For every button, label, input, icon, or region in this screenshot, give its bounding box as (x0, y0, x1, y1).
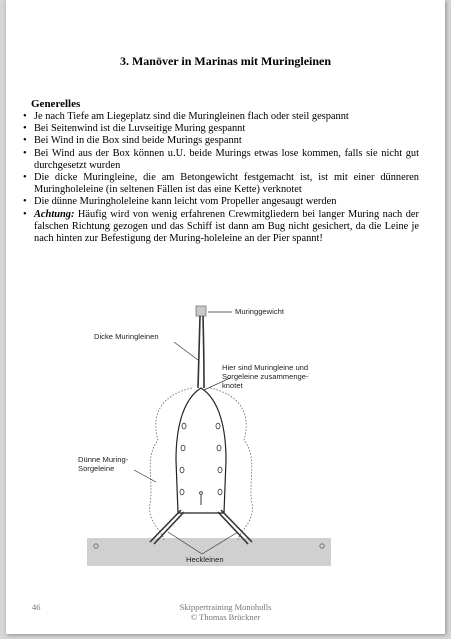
mooring-diagram (6, 300, 445, 580)
label-knot-line3: knotet (222, 381, 243, 390)
bullet-dot: • (23, 208, 27, 220)
attention-label: Achtung: (34, 208, 75, 220)
label-thin-line1: Dünne Muring- (78, 455, 129, 464)
attention-item (23, 209, 419, 246)
bullet-item: • Bei Wind in die Box sind beide Murings gespannt (23, 135, 242, 147)
bullet-item: • Bei Wind aus der Box können u.U. beide Murings etwas lose kommen, falls sie nicht gut durchgesetzt wurden (23, 147, 419, 171)
stern-line (221, 510, 252, 542)
page-number: 46 (32, 602, 41, 612)
label-thin-line2: Sorgeleine (78, 464, 115, 473)
footer-title: Skippertraining Monohulls (179, 602, 272, 612)
bullet-item: • Die dünne Muringholeleine kann leicht vom Propeller angesaugt werden (23, 196, 337, 208)
bullet-dot: • (23, 135, 27, 147)
subheading: Generelles (31, 98, 81, 110)
label-knot-line2: Sorgeleine zusammenge- (222, 372, 309, 381)
bullet-dot: • (23, 111, 27, 122)
label-stern-lines: Heckleinen (186, 555, 224, 564)
document-page (6, 0, 445, 634)
bullet-item: • Die dicke Muringleine, die am Betongewicht festgemacht ist, ist mit einer dünneren Muringholeleine (in seltenen Fällen ist das eine Kette) verknotet (23, 172, 419, 196)
thick-mooring-line (203, 316, 204, 388)
bullet-dot: • (23, 123, 27, 135)
label-knot-line1: Hier sind Muringleine und (222, 363, 309, 372)
bullet-item: • Bei Seitenwind ist die Luvseitige Muring gespannt (23, 123, 246, 135)
pointer-thin-line (134, 470, 156, 482)
bullet-dot: • (23, 147, 27, 159)
bullet-item: • Je nach Tiefe am Liegeplatz sind die Muringleinen flach oder steil gespannt (23, 111, 349, 122)
label-thick-lines: Dicke Muringleinen (94, 332, 159, 341)
mooring-weight (196, 306, 206, 316)
bullet-dot: • (23, 172, 27, 184)
attention-text: Häufig wird von wenig erfahrenen Crewmitgliedern bei langer Muring nach der falschen Richtung gezogen und das Schiff ist dann am Bug nicht gesichert, da die Leine je nach hinten zur Befestigung der Muring-holeleine an der Pier spannt! (34, 208, 419, 245)
section-heading: 3. Manöver in Marinas mit Muringleinen (119, 54, 332, 68)
pointer-thick-lines (174, 342, 198, 360)
bullet-list (23, 111, 419, 245)
label-mooring-weight: Muringgewicht (235, 307, 284, 316)
footer (6, 602, 445, 622)
thick-mooring-line (198, 316, 200, 388)
bullet-dot: • (23, 196, 27, 208)
footer-copyright: © Thomas Brückner (190, 612, 261, 622)
